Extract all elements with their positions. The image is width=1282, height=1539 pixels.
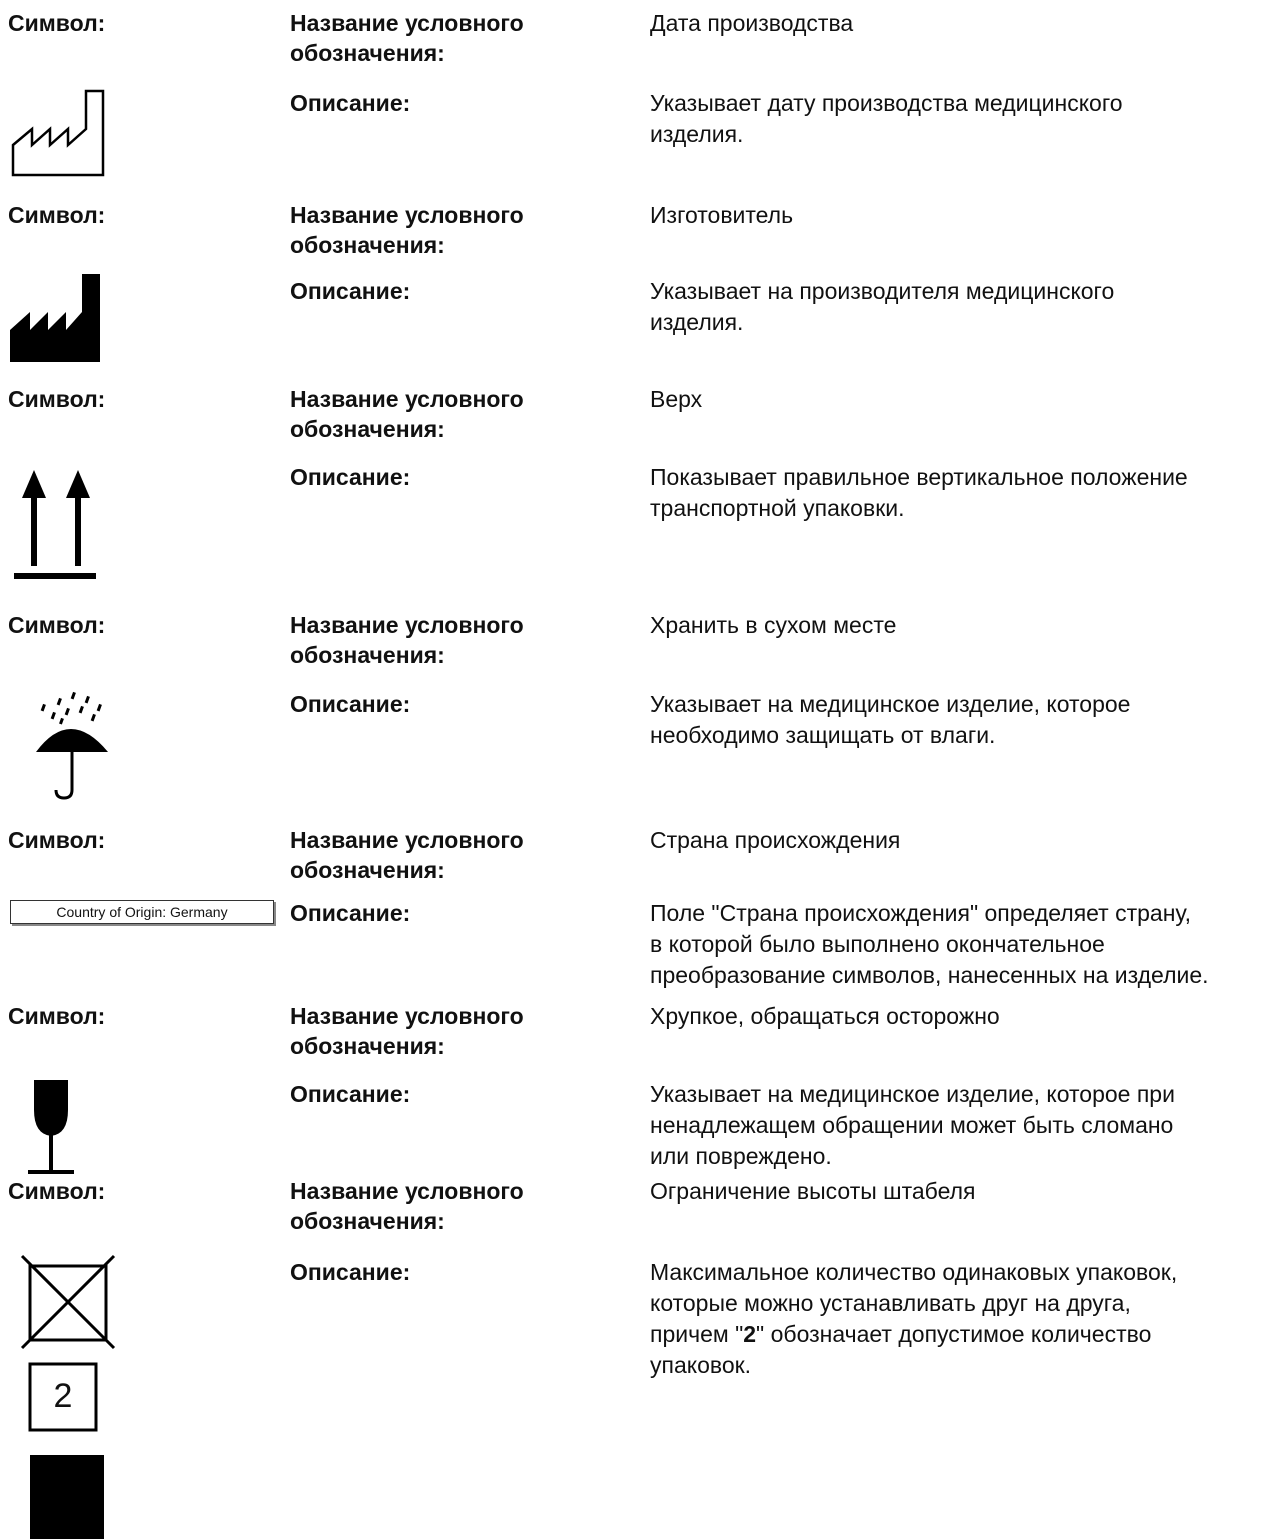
name-label-line1: Название условного <box>290 827 524 853</box>
name-label-line2: обозначения: <box>290 40 445 66</box>
description-text: " обозначает допустимое количество <box>756 1321 1152 1347</box>
this-way-up-icon <box>14 470 98 588</box>
symbol-name: Верх <box>650 386 703 412</box>
description-line: Указывает на производителя медицинского <box>650 278 1115 304</box>
symbol-name: Ограничение высоты штабеля <box>650 1178 976 1204</box>
description-label: Описание: <box>290 1259 411 1285</box>
name-label-line2: обозначения: <box>290 416 445 442</box>
name-label-line2: обозначения: <box>290 232 445 258</box>
symbol-name: Страна происхождения <box>650 827 901 853</box>
description-label: Описание: <box>290 278 411 304</box>
symbol-label: Символ: <box>8 827 106 853</box>
name-label-line1: Название условного <box>290 612 524 638</box>
name-label-line2: обозначения: <box>290 642 445 668</box>
symbol-name: Хранить в сухом месте <box>650 612 897 638</box>
description-line: преобразование символов, нанесенных на изделие. <box>650 962 1209 988</box>
name-label-line1: Название условного <box>290 202 524 228</box>
symbol-name: Изготовитель <box>650 202 794 228</box>
description-label: Описание: <box>290 90 411 116</box>
symbol-label: Символ: <box>8 1003 106 1029</box>
name-label-line1: Название условного <box>290 1003 524 1029</box>
symbol-label: Символ: <box>8 202 106 228</box>
description-line: изделия. <box>650 121 744 147</box>
description-line: необходимо защищать от влаги. <box>650 722 996 748</box>
description-line: транспортной упаковки. <box>650 495 905 521</box>
stack-count-value: 2 <box>743 1321 757 1347</box>
description-label: Описание: <box>290 464 411 490</box>
description-line: или повреждено. <box>650 1143 832 1169</box>
symbol-label: Символ: <box>8 1178 106 1204</box>
country-of-origin-label: Country of Origin: Germany <box>10 900 274 924</box>
symbol-name: Дата производства <box>650 10 854 36</box>
name-label-line2: обозначения: <box>290 1033 445 1059</box>
stacking-limit-number: 2 <box>53 1377 73 1415</box>
name-label-line1: Название условного <box>290 386 524 412</box>
description-line: Указывает на медицинское изделие, которое <box>650 691 1131 717</box>
name-label-line1: Название условного <box>290 10 524 36</box>
symbol-label: Символ: <box>8 612 106 638</box>
description-label: Описание: <box>290 691 411 717</box>
description-label: Описание: <box>290 1081 411 1107</box>
symbol-name: Хрупкое, обращаться осторожно <box>650 1003 1000 1029</box>
description-line: Максимальное количество одинаковых упаковок, <box>650 1259 1178 1285</box>
name-label-line1: Название условного <box>290 1178 524 1204</box>
name-label-line2: обозначения: <box>290 1208 445 1234</box>
description-line <box>650 1319 1151 1350</box>
description-line: Указывает дату производства медицинского <box>650 90 1123 116</box>
description-line: в которой было выполнено окончательное <box>650 931 1105 957</box>
description-line: Поле "Страна происхождения" определяет страну, <box>650 900 1192 926</box>
symbol-label: Символ: <box>8 10 106 36</box>
description-line: изделия. <box>650 309 744 335</box>
description-line: Указывает на медицинское изделие, которое при <box>650 1081 1175 1107</box>
description-text: причем " <box>650 1321 744 1347</box>
date-of-manufacture-icon <box>10 85 106 181</box>
keep-dry-icon <box>34 690 114 802</box>
description-line: которые можно устанавливать друг на друга, <box>650 1290 1131 1316</box>
manufacturer-icon <box>10 272 100 364</box>
name-label-line2: обозначения: <box>290 857 445 883</box>
description-line: Показывает правильное вертикальное положение <box>650 464 1188 490</box>
description-label: Описание: <box>290 900 411 926</box>
symbol-label: Символ: <box>8 386 106 412</box>
fragile-icon <box>22 1080 80 1178</box>
description-line: ненадлежащем обращении может быть сломано <box>650 1112 1174 1138</box>
description-line: упаковок. <box>650 1352 752 1378</box>
